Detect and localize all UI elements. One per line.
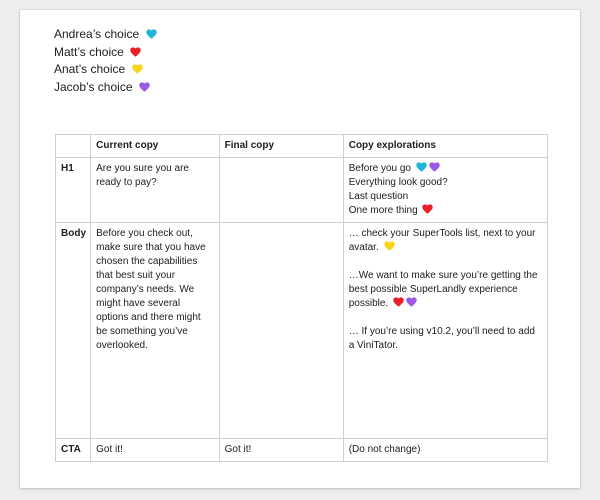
exploration-item: … check your SuperTools list, next to your avatar. [348, 228, 536, 253]
yellow-heart-icon [132, 64, 143, 74]
body-explorations [343, 223, 547, 439]
row-label-cta: CTA [56, 439, 91, 462]
table-row-cta [56, 439, 548, 462]
body-current-copy: Before you check out, make sure that you have chosen the capabilities that best suit your company’s needs. We might have several options and there might be something you’ve overlooked. [91, 223, 219, 439]
copy-table [55, 134, 548, 462]
header-current-copy: Current copy [91, 135, 219, 158]
header-empty [56, 135, 91, 158]
h1-current-copy: Are you sure you are ready to pay? [91, 158, 219, 223]
legend-item-anat [54, 61, 157, 79]
body-final-copy [219, 223, 343, 439]
table-row-h1 [56, 158, 548, 223]
legend-item-jacob [54, 79, 157, 97]
blue-heart-icon [416, 162, 427, 172]
cta-explorations: (Do not change) [343, 439, 547, 462]
yellow-heart-icon [384, 241, 395, 251]
h1-final-copy [219, 158, 343, 223]
table-row-body [56, 223, 548, 439]
exploration-item: Everything look good? [348, 177, 448, 188]
exploration-item: Last question [348, 191, 409, 202]
row-label-body: Body [56, 223, 91, 439]
exploration-item: Before you go [349, 162, 542, 176]
table-header-row [56, 135, 548, 158]
legend-item-matt [54, 44, 157, 62]
legend-label: Andrea’s choice [54, 27, 140, 41]
exploration-item: One more thing [349, 204, 542, 218]
red-heart-icon [130, 47, 141, 57]
purple-heart-icon [406, 297, 417, 307]
blue-heart-icon [146, 29, 157, 39]
red-heart-icon [393, 297, 404, 307]
header-copy-explorations: Copy explorations [343, 135, 547, 158]
exploration-item: …We want to make sure you’re getting the best possible SuperLandly experience possible. [348, 270, 538, 309]
red-heart-icon [422, 204, 433, 214]
exploration-item: … If you’re using v10.2, you’ll need to add a ViniTator. [348, 326, 535, 351]
legend-item-andrea [54, 26, 157, 44]
row-label-h1: H1 [56, 158, 91, 223]
header-final-copy: Final copy [219, 135, 343, 158]
document-page [20, 10, 580, 488]
cta-current-copy: Got it! [91, 439, 219, 462]
cta-final-copy: Got it! [219, 439, 343, 462]
legend-label: Matt’s choice [54, 44, 124, 59]
legend-label: Jacob’s choice [54, 79, 133, 94]
purple-heart-icon [139, 82, 150, 92]
purple-heart-icon [429, 162, 440, 172]
choice-legend [54, 26, 157, 96]
legend-label: Anat’s choice [54, 62, 126, 76]
h1-explorations [343, 158, 547, 223]
